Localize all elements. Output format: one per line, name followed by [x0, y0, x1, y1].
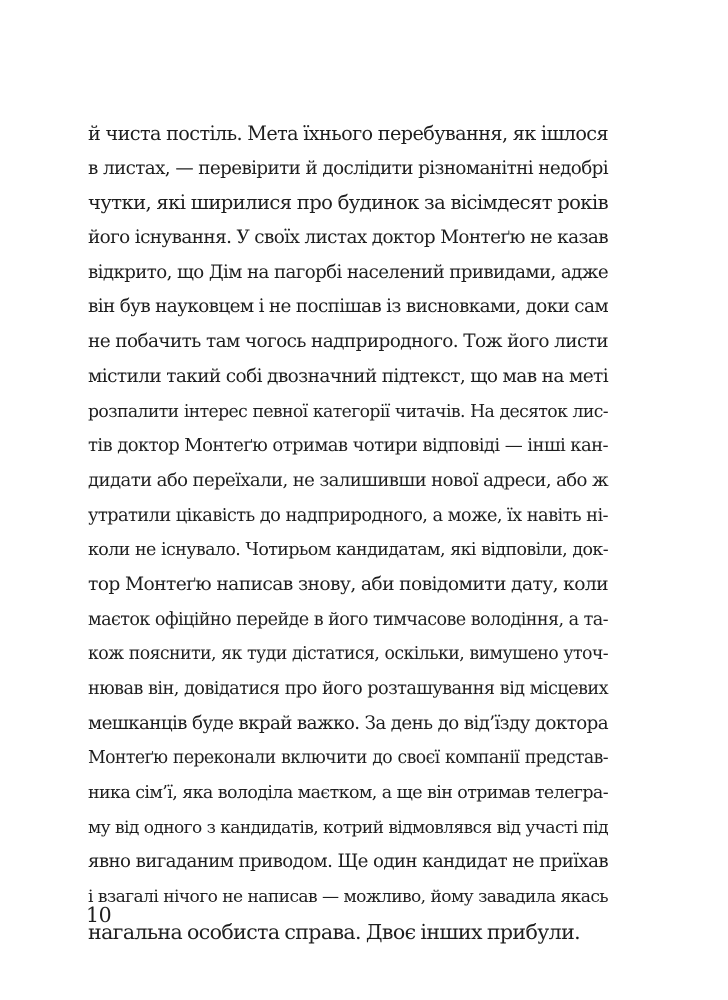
text-line: його існування. У своїх листах доктор Монтеґю не казав [88, 227, 608, 249]
text-line: коли не існувало. Чотирьом кандидатам, які відповіли, док- [88, 540, 608, 561]
text-line: і взагалі нічого не написав — можливо, йому завадила якась [88, 887, 608, 908]
text-line: Монтеґю переконали включити до своєї компанії представ- [88, 748, 608, 769]
text-line: мешканців буде вкрай важко. За день до від’їзду доктора [88, 712, 608, 734]
text-line: не побачить там чогось надприродного. Тож його листи [88, 331, 608, 353]
page-number: 10 [86, 903, 112, 927]
text-line: відкрито, що Дім на пагорбі населений привидами, адже [88, 261, 608, 283]
text-line: містили такий собі двозначний підтекст, що мав на меті [88, 365, 608, 387]
text-line: дидати або переїхали, не залишивши нової адреси, або ж [88, 469, 608, 491]
text-line: явно вигаданим приводом. Ще один кандидат не приїхав [88, 851, 608, 873]
text-line: му від одного з кандидатів, котрий відмовлявся від участі під [88, 817, 608, 838]
text-line: утратили цікавість до надприродного, а може, їх навіть ні- [88, 504, 608, 526]
text-line-last: нагальна особиста справа. Двоє інших прибули. [88, 919, 581, 944]
text-line: тор Монтеґю написав знову, аби повідомити дату, коли [88, 573, 608, 595]
text-line: в листах, — перевірити й дослідити різноманітні недобрі [88, 157, 608, 179]
body-text [88, 117, 608, 950]
text-line: ника сім’ї, яка володіла маєтком, а ще він отримав телегра- [88, 783, 608, 804]
text-line: нював він, довідатися про його розташування від місцевих [88, 679, 608, 699]
text-line: тів доктор Монтеґю отримав чотири відповіді — інші кан- [88, 435, 608, 457]
text-line: він був науковцем і не поспішав із висновками, доки сам [88, 296, 608, 318]
text-line: й чиста постіль. Мета їхнього перебування, як ішлося [88, 122, 608, 145]
text-line: чутки, які ширилися про будинок за вісімдесят років [88, 191, 608, 215]
text-line: розпалити інтерес певної категорії читачів. На десяток лис- [88, 401, 608, 422]
text-line: маєток офіційно перейде в його тимчасове володіння, а та- [88, 609, 608, 630]
text-line: кож пояснити, як туди дістатися, оскільки, вимушено уточ- [88, 644, 608, 665]
